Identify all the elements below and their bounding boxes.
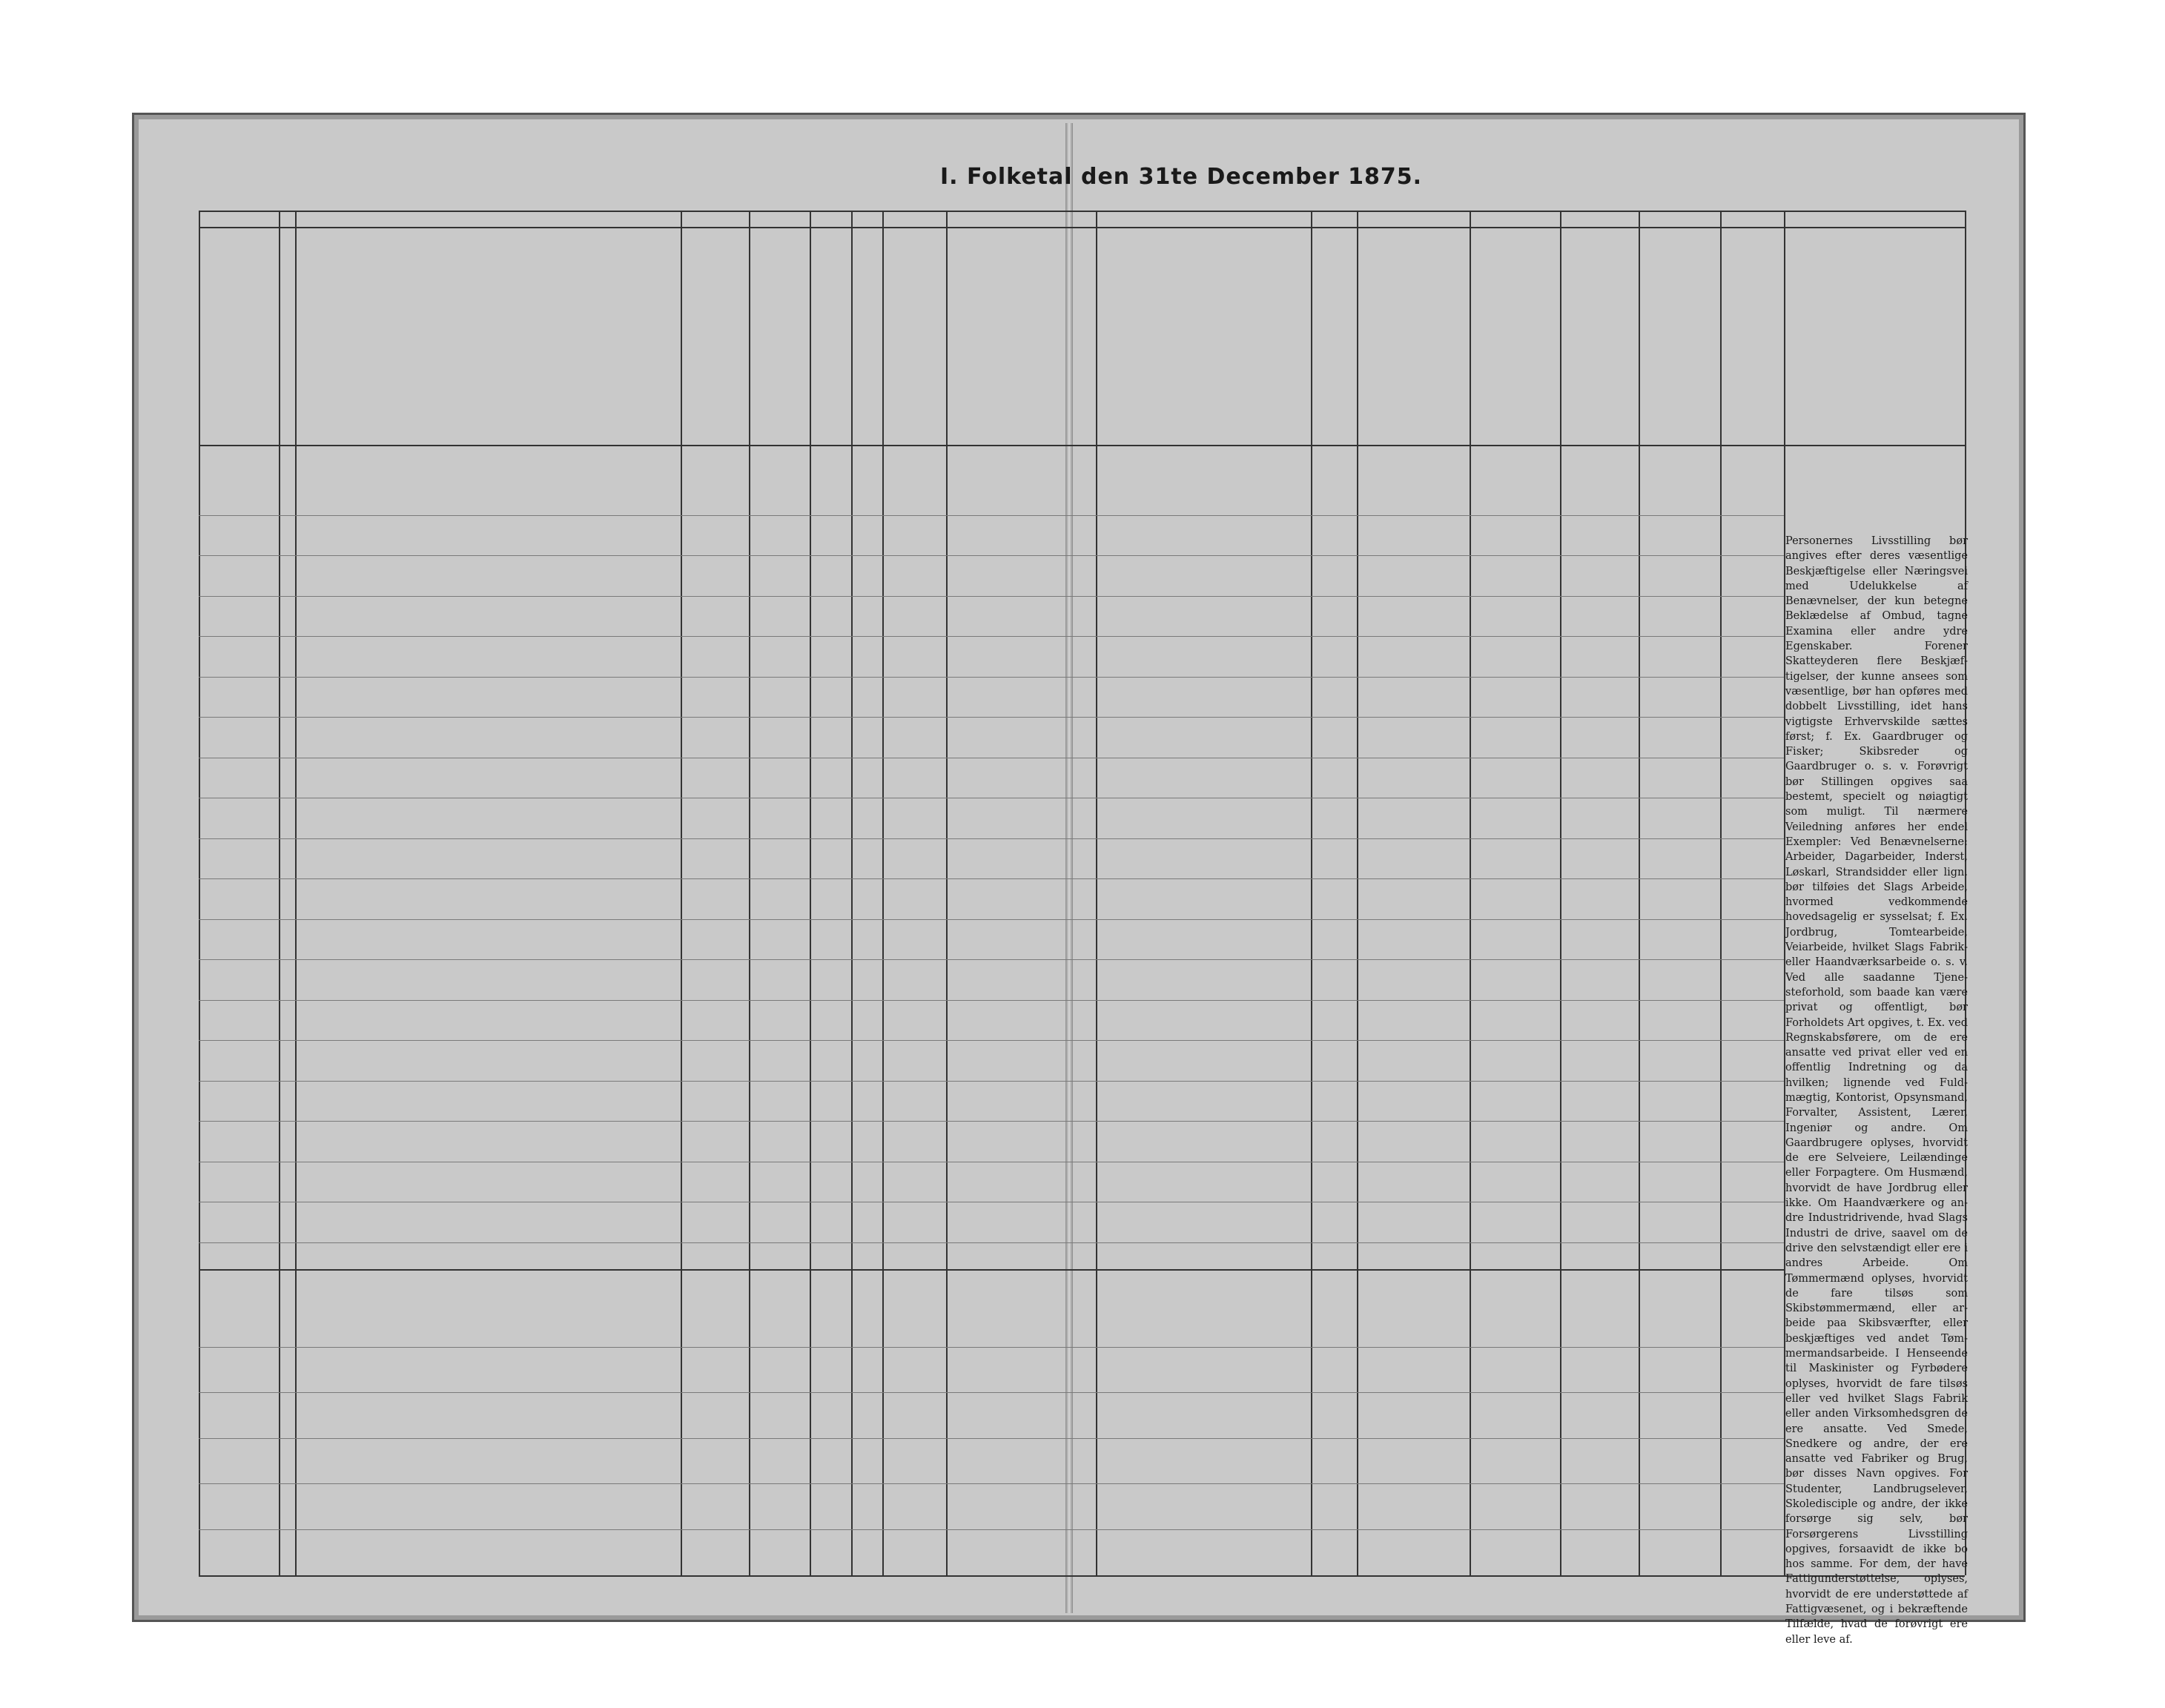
row-rule [199, 1483, 1784, 1484]
row-rule [199, 1392, 1784, 1393]
row-rule [199, 555, 1784, 556]
present-end-rule [199, 1269, 1784, 1271]
column-divider [1096, 211, 1097, 1575]
page-title: I. Folketal den 31te December 1875. [940, 164, 1423, 190]
column-header [1723, 236, 1781, 440]
column-divider [1639, 211, 1640, 1575]
column-header [813, 236, 848, 440]
column-header [1472, 236, 1557, 440]
row-rule [199, 959, 1784, 960]
column-divider [1357, 211, 1358, 1575]
column-header [684, 236, 746, 440]
column-header [282, 236, 292, 440]
column-header [298, 259, 661, 464]
bottom-rule [199, 1575, 1965, 1577]
column-header [202, 236, 276, 440]
instructions-text: Personernes Livsstilling bør angives efter deres væsentlige Beskjæftigelse eller Næringsvei med Udelukkelse af Benævnelser, der kun betegne Beklædelse af Ombud, tagne Examina eller andre ydre Egenskaber. Forener Skatteyderen flere Beskjæftigelser, der kunne ansees som væsentlige, bør han opføres med dobbelt Livsstilling, idet hans vigtigste Erhvervskilde sættes først; f. Ex. Gaardbruger og Fisker; Skibsreder og Gaardbruger o. s. v. Forøvrigt bør Stillingen opgives saa bestemt, specielt og nøiagtigt som muligt. Til nærmere Veiledning anføres her endel Exempler: Ved Benævnelserne: Arbeider, Dagarbeider, Inderst, Løskarl, Strandsidder eller lign. bør tilføies det Slags Arbeide, hvormed vedkommende hovedsagelig er sysselsat; f. Ex. Jordbrug, Tomtearbeide, Veiarbeide, hvilket Slags Fabrik- eller Haandværksarbeide o. s. v. Ved alle saadanne Tjenesteforhold, som baade kan være privat og offentligt, bør Forholdets Art opgives, t. Ex. ved Regnskabsførere, om de ere ansatte ved privat eller ved en offentlig Indretning og da hvilken; lignende ved Fuldmægtig, Kontorist, Opsynsmand, Forvalter, Assistent, Lærer, Ingeniør og andre. Om Gaardbrugere oplyses, hvorvidt de ere Selveiere, Leilændinge eller Forpagtere. Om Husmænd, hvorvidt de have Jordbrug eller ikke. Om Haandværkere og andre Industridrivende, hvad Slags Industri de drive, saavel om de drive den selvstændigt eller ere i andres Arbeide. Om Tømmermænd oplyses, hvorvidt de fare tilsøs som Skibstømmermænd, eller arbeide paa Skibsværfter, eller beskjæftiges ved andet Tømmermandsarbeide. I Henseende til Maskinister og Fyrbødere oplyses, hvorvidt de fare tilsøs eller ved hvilket Slags Fabrik eller anden Virksomhedsgren de ere ansatte. Ved Smede, Snedkere og andre, der ere ansatte ved Fabriker og Brug, bør disses Navn opgives. For Studenter, Landbrugselever, Skoledisciple og andre, der ikke forsørge sig selv, bør Forsørgerens Livsstilling opgives, forsaavidt de ikke bo hos samme. For dem, der have Fattigunderstøttelse, oplyses, hvorvidt de ere understøttede af Fattigvæsenet, og i bekræftende Tilfælde, hvad de forøvrigt ere eller leve af. [1785, 535, 1968, 1646]
row-rule [199, 1242, 1784, 1243]
row-rule [199, 636, 1784, 637]
row-rule [199, 596, 1784, 597]
column-divider [1720, 211, 1722, 1575]
row-rule [199, 717, 1784, 718]
row-rule [199, 1040, 1784, 1041]
top-rule [199, 211, 1965, 212]
column-header [1099, 236, 1308, 440]
column-divider [810, 211, 811, 1575]
column-divider [1470, 211, 1471, 1575]
row-rule [199, 878, 1784, 879]
column-divider [681, 211, 682, 1575]
row-rule [199, 1121, 1784, 1122]
column-divider [1311, 211, 1312, 1575]
column-header [752, 236, 807, 440]
column-divider [279, 211, 280, 1575]
column-header [1360, 236, 1467, 440]
row-rule [199, 838, 1784, 839]
row-rule [199, 1000, 1784, 1001]
column-divider [946, 211, 948, 1575]
row-rule [199, 515, 1784, 516]
column-header [1314, 236, 1354, 440]
row-rule [199, 677, 1784, 678]
row-rule [199, 919, 1784, 920]
page-fold [1065, 123, 1073, 1613]
row-rule [199, 1529, 1784, 1530]
column-divider [882, 211, 884, 1575]
row-rule [199, 1347, 1784, 1348]
row-rule [199, 1438, 1784, 1439]
column-divider [749, 211, 750, 1575]
column-header [1563, 236, 1636, 440]
column-divider [199, 211, 200, 1575]
column-header [1787, 297, 1962, 501]
column-header [885, 236, 943, 440]
column-header [949, 236, 1005, 440]
column-header [1642, 236, 1717, 440]
column-number-rule [199, 227, 1965, 228]
column-divider [851, 211, 853, 1575]
column-divider [1560, 211, 1561, 1575]
row-rule [199, 1081, 1784, 1082]
column-divider [295, 211, 297, 1575]
